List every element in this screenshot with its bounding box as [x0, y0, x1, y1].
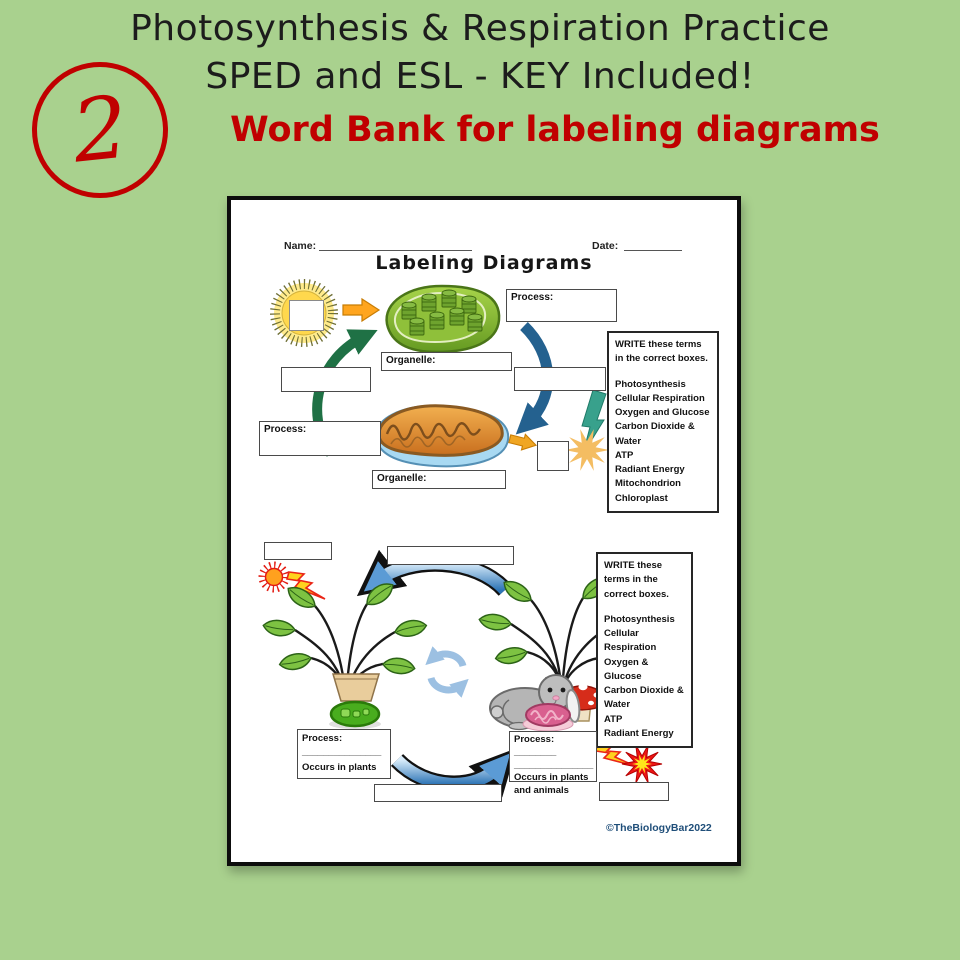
copyright-text: ©TheBiologyBar2022 — [606, 822, 712, 834]
red-starburst-icon — [622, 745, 662, 783]
blank-box-bottom-topcenter — [387, 546, 514, 565]
process-box-left-label: Process: — [264, 424, 307, 435]
organelle-box-bottom — [372, 470, 506, 489]
chloroplast-illustration — [387, 286, 500, 352]
header-title-line1: Photosynthesis & Respiration Practice — [130, 8, 830, 49]
name-blank-line — [319, 238, 472, 251]
header-title-line2: SPED and ESL - KEY Included! — [205, 56, 755, 97]
mitochondrion-small-icon — [523, 704, 573, 731]
organelle-box-top-label: Organelle: — [386, 355, 436, 366]
process-plants-blank: _______________ — [302, 747, 382, 759]
orange-starburst-icon — [565, 429, 609, 471]
blank-box-bottom-center — [374, 784, 502, 802]
word-bank-bottom-instructions: WRITE these terms in the correct boxes. — [604, 560, 669, 600]
word-bank-term: ATP — [604, 713, 623, 725]
name-label: Name: — [284, 240, 317, 252]
word-bank-term: Oxygen and Glucose — [615, 407, 710, 418]
blue-cycle-arrow-top — [375, 563, 505, 590]
orange-arrow-small-icon — [508, 431, 538, 453]
blue-cycle-arrow-bottom — [397, 760, 501, 784]
process-plants-note: Occurs in plants — [302, 761, 377, 773]
process-pa-label: Process: ________ — [514, 734, 557, 758]
word-bank-term: Cellular Respiration — [615, 392, 705, 404]
word-bank-term: ATP — [615, 449, 634, 461]
mitochondrion-illustration — [376, 406, 508, 466]
process-box-top — [506, 289, 617, 322]
orange-arrow-icon — [343, 299, 379, 321]
step-number: 2 — [67, 77, 133, 183]
worksheet-page — [227, 196, 741, 866]
word-bank-top-instructions: WRITE these terms in the correct boxes. — [615, 339, 708, 365]
process-box-plants — [297, 729, 391, 779]
plant-pot-icon — [333, 674, 379, 701]
process-box-top-label: Process: — [511, 292, 554, 303]
organelle-box-bottom-label: Organelle: — [377, 473, 427, 484]
word-bank-top — [607, 331, 719, 513]
sun-blank-box — [289, 300, 324, 331]
word-bank-term: Photosynthesis — [615, 378, 686, 390]
process-pa-note1: Occurs in plants — [514, 772, 589, 784]
process-plants-label: Process: — [302, 733, 343, 744]
word-bank-term: Carbon Dioxide & Water — [615, 421, 695, 447]
header-subtitle: Word Bank for labeling diagrams — [230, 110, 880, 150]
word-bank-term: Radiant Energy — [604, 727, 674, 739]
process-pa-note2: and animals — [514, 785, 569, 797]
recycle-arrows-icon — [431, 654, 463, 690]
date-label: Date: — [592, 240, 619, 252]
blank-box-bottom-topleft — [264, 542, 332, 560]
word-bank-term: Carbon Dioxide & Water — [604, 685, 684, 711]
blank-box-bottom-right — [599, 782, 669, 801]
red-sun-icon — [263, 566, 286, 589]
step-number-badge — [32, 62, 168, 198]
word-bank-term: Radiant Energy — [615, 464, 685, 475]
organelle-box-top — [381, 352, 512, 371]
blank-box-left — [281, 367, 371, 392]
process-box-plants-animals — [509, 731, 597, 797]
worksheet-title: Labeling Diagrams — [375, 252, 593, 274]
blank-box-middle-right — [514, 367, 606, 391]
word-bank-term: Chloroplast — [615, 492, 668, 504]
word-bank-bottom — [596, 552, 693, 748]
chloroplast-small-icon — [329, 702, 381, 729]
word-bank-term: Photosynthesis — [604, 613, 675, 625]
date-blank-line — [624, 238, 682, 251]
word-bank-term: Cellular Respiration — [604, 628, 657, 654]
process-box-left — [259, 421, 381, 456]
word-bank-term: Mitochondrion — [615, 478, 681, 490]
process-pa-blank: _______________ — [514, 759, 594, 771]
blank-box-small — [537, 441, 569, 471]
word-bank-term: Oxygen & Glucose — [604, 656, 649, 682]
